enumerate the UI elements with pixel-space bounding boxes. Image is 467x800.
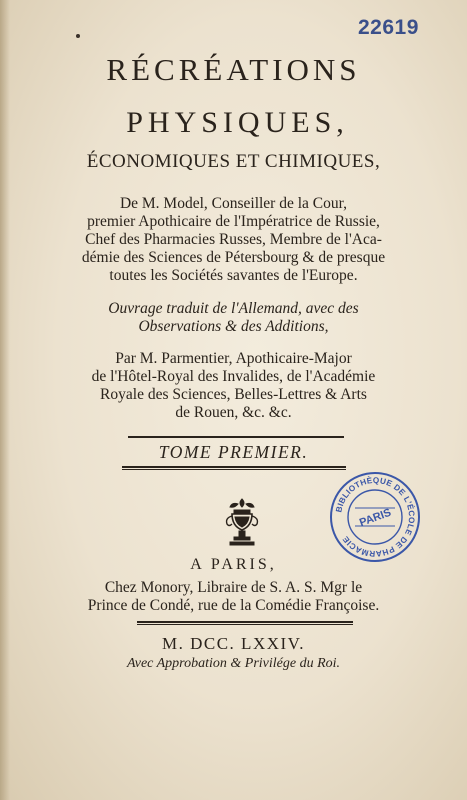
rule-bottom: [122, 466, 346, 468]
author-line: démie des Sciences de Pétersbourg & de presque: [81, 249, 386, 266]
rule-bottom-thin: [122, 469, 346, 470]
imprint-city: A PARIS,: [190, 556, 277, 573]
title-line-2: PHYSIQUES,: [126, 106, 349, 139]
translation-line: Observations & des Additions,: [138, 318, 329, 335]
title-line-3: ÉCONOMIQUES ET CHIMIQUES,: [86, 151, 381, 172]
author-line: Chef des Pharmacies Russes, Membre de l'Aca-: [85, 231, 382, 248]
privilege-line: Avec Approbation & Privilége du Roi.: [126, 656, 341, 671]
rule-imprint: [137, 621, 353, 623]
rule-top: [128, 436, 344, 438]
translator-line: Royale des Sciences, Belles-Lettres & Arts: [100, 386, 367, 403]
stamp-center-text: PARIS: [357, 506, 393, 530]
title-line-1: RÉCRÉATIONS: [106, 52, 361, 87]
ink-speck: [76, 34, 80, 38]
publication-date: M. DCC. LXXIV.: [161, 634, 305, 653]
author-line: toutes les Sociétés savantes de l'Europe.: [109, 267, 358, 284]
author-line: De M. Model, Conseiller de la Cour,: [119, 195, 348, 212]
translation-line: Ouvrage traduit de l'Allemand, avec des: [108, 300, 359, 317]
library-stamp: [329, 471, 421, 563]
translator-line: de l'Hôtel-Royal des Invalides, de l'Académie: [91, 368, 376, 385]
vase-ornament-icon: [220, 496, 264, 548]
translator-line: Par M. Parmentier, Apothicaire-Major: [115, 350, 352, 367]
volume-label: TOME PREMIER.: [158, 442, 309, 462]
translator-line: de Rouen, &c. &c.: [175, 404, 292, 421]
shelfmark-number: 22619: [358, 16, 419, 39]
imprint-publisher-line: Chez Monory, Libraire de S. A. S. Mgr le: [104, 579, 363, 596]
imprint-publisher-line: Prince de Condé, rue de la Comédie Françoise.: [87, 597, 380, 614]
author-line: premier Apothicaire de l'Impératrice de Russie,: [87, 213, 380, 230]
stamp-ring-text: BIBLIOTHÈQUE DE L'ÉCOLE DE PHARMACIE: [334, 475, 417, 559]
rule-imprint-thin: [137, 624, 353, 625]
